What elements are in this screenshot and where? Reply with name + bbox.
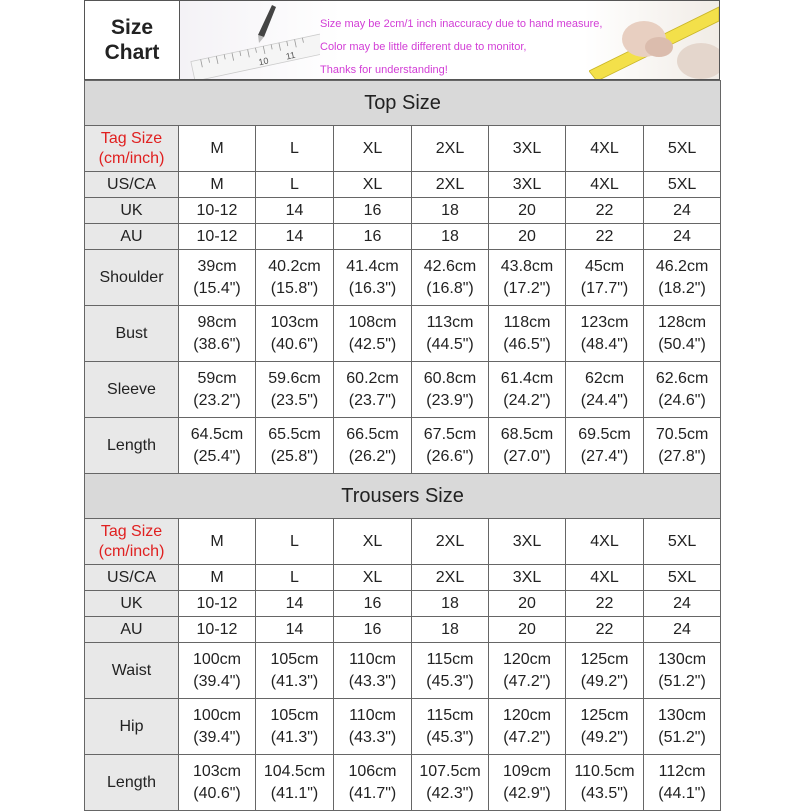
table-cell	[179, 250, 256, 306]
cm-value: 70.5cm	[655, 425, 709, 443]
table-cell: 14	[256, 591, 334, 617]
size-header-cell: 5XL	[644, 126, 721, 172]
size-header-cell: 3XL	[489, 126, 566, 172]
inch-value: (23.2")	[193, 391, 241, 409]
cm-value: 41.4cm	[346, 257, 399, 275]
table-cell	[489, 250, 566, 306]
cm-value: 109cm	[502, 762, 552, 780]
inch-value: (41.3")	[270, 672, 319, 690]
row-label: Sleeve	[85, 362, 179, 418]
table-cell	[489, 306, 566, 362]
cm-value: 110.5cm	[574, 762, 635, 780]
inch-value: (25.8")	[270, 447, 319, 465]
table-cell	[334, 306, 412, 362]
row-label: Waist	[85, 643, 179, 699]
size-header-cell: 2XL	[412, 519, 489, 565]
top-bust-row	[85, 306, 721, 362]
table-cell	[489, 362, 566, 418]
inch-value: (40.6")	[270, 335, 319, 353]
table-cell: 16	[334, 617, 412, 643]
inch-value: (27.0")	[503, 447, 551, 465]
table-cell	[412, 306, 489, 362]
table-cell	[566, 699, 644, 755]
cm-value: 103cm	[270, 313, 319, 331]
ruler-mark-10: 10	[257, 55, 270, 68]
size-header-cell: XL	[334, 126, 412, 172]
table-cell	[412, 250, 489, 306]
table-cell: 24	[644, 224, 721, 250]
table-cell	[566, 418, 644, 474]
cm-value: 40.2cm	[268, 257, 321, 275]
inch-value: (18.2")	[658, 279, 706, 297]
table-cell: 18	[412, 591, 489, 617]
size-header-cell: 4XL	[566, 126, 644, 172]
table-cell: 20	[489, 617, 566, 643]
inch-value: (45.3")	[426, 672, 474, 690]
top-us-row	[85, 172, 721, 198]
cm-value: 100cm	[192, 706, 242, 724]
table-cell: 10-12	[179, 591, 256, 617]
cm-value: 60.8cm	[423, 369, 477, 387]
cm-value: 45cm	[584, 257, 625, 275]
tag-size-text: Tag Size	[100, 129, 163, 147]
inch-value: (46.5")	[503, 335, 551, 353]
table-cell	[256, 643, 334, 699]
inch-value: (25.4")	[193, 447, 241, 465]
inch-value: (44.1")	[658, 784, 706, 802]
trousers-length-row	[85, 755, 721, 811]
inch-value: (41.7")	[348, 784, 397, 802]
cm-value: 110cm	[349, 650, 396, 668]
inch-value: (42.5")	[348, 335, 397, 353]
size-header-cell: 2XL	[412, 126, 489, 172]
trousers-size-section-title: Trousers Size	[85, 474, 721, 519]
table-cell: XL	[334, 565, 412, 591]
inch-value: (39.4")	[193, 672, 241, 690]
size-header-cell: L	[256, 519, 334, 565]
table-cell	[256, 362, 334, 418]
cm-value: 130cm	[658, 706, 707, 724]
cm-value: 104.5cm	[263, 762, 326, 780]
table-cell: 22	[566, 224, 644, 250]
table-cell	[179, 643, 256, 699]
top-size-section-title: Top Size	[85, 81, 721, 126]
size-table	[84, 80, 721, 811]
inch-value: (26.6")	[426, 447, 474, 465]
table-cell: 22	[566, 198, 644, 224]
cm-value: 125cm	[580, 650, 629, 668]
tape-measure-icon	[180, 1, 320, 79]
row-label: Bust	[85, 306, 179, 362]
cm-value: 64.5cm	[190, 425, 244, 443]
inch-value: (15.4")	[193, 279, 241, 297]
measure-notes	[320, 13, 602, 79]
cm-value: 60.2cm	[346, 369, 399, 387]
table-cell: L	[256, 565, 334, 591]
table-cell	[644, 643, 721, 699]
trousers-us-row	[85, 565, 721, 591]
table-cell: 2XL	[412, 565, 489, 591]
inch-value: (50.4")	[658, 335, 706, 353]
inch-value: (45.3")	[426, 728, 474, 746]
size-header-cell: 3XL	[489, 519, 566, 565]
inch-value: (41.1")	[270, 784, 319, 802]
table-cell: 14	[256, 198, 334, 224]
inch-value: (43.5")	[580, 784, 629, 802]
table-cell	[644, 306, 721, 362]
table-cell	[644, 699, 721, 755]
trousers-uk-row	[85, 591, 721, 617]
table-cell: 24	[644, 591, 721, 617]
cm-value: 61.4cm	[500, 369, 554, 387]
table-cell: 22	[566, 591, 644, 617]
table-cell: 5XL	[644, 172, 721, 198]
inch-value: (51.2")	[658, 728, 706, 746]
size-header-cell: 5XL	[644, 519, 721, 565]
cm-value: 59cm	[197, 369, 237, 387]
inch-value: (16.8")	[426, 279, 474, 297]
tag-size-text: Tag Size	[100, 522, 163, 540]
table-cell: 18	[412, 617, 489, 643]
cm-value: 62cm	[584, 369, 625, 387]
cm-value: 120cm	[502, 650, 552, 668]
cm-value: 43.8cm	[500, 257, 554, 275]
table-cell: 5XL	[644, 565, 721, 591]
cm-value: 103cm	[192, 762, 242, 780]
table-cell	[334, 643, 412, 699]
cm-value: 110cm	[349, 706, 396, 724]
size-header-cell: M	[179, 519, 256, 565]
cm-value: 118cm	[503, 313, 551, 331]
table-cell	[334, 250, 412, 306]
tag-unit-text: (cm/inch)	[98, 149, 165, 167]
table-cell	[179, 699, 256, 755]
top-au-row	[85, 224, 721, 250]
inch-value: (17.2")	[503, 279, 551, 297]
size-header-cell: L	[256, 126, 334, 172]
inch-value: (48.4")	[580, 335, 629, 353]
top-length-row	[85, 418, 721, 474]
table-cell: 20	[489, 591, 566, 617]
table-cell	[412, 362, 489, 418]
size-chart-header	[84, 0, 720, 80]
cm-value: 69.5cm	[578, 425, 631, 443]
table-cell: L	[256, 172, 334, 198]
table-cell	[566, 250, 644, 306]
cm-value: 98cm	[197, 313, 237, 331]
inch-value: (26.2")	[348, 447, 397, 465]
inch-value: (49.2")	[580, 672, 629, 690]
table-cell	[566, 362, 644, 418]
table-cell	[566, 306, 644, 362]
table-cell	[256, 418, 334, 474]
table-cell: M	[179, 565, 256, 591]
cm-value: 130cm	[658, 650, 707, 668]
table-cell: 24	[644, 617, 721, 643]
row-label: AU	[85, 617, 179, 643]
trousers-hip-row	[85, 699, 721, 755]
row-label: Length	[85, 755, 179, 811]
table-cell: 18	[412, 198, 489, 224]
table-cell	[412, 418, 489, 474]
inch-value: (24.4")	[580, 391, 629, 409]
table-cell	[179, 418, 256, 474]
table-cell	[489, 418, 566, 474]
table-cell: 20	[489, 198, 566, 224]
title-line-1: Size	[110, 16, 154, 39]
inch-value: (23.7")	[348, 391, 397, 409]
note-line-3: Thanks for understanding!	[320, 64, 448, 76]
top-shoulder-row	[85, 250, 721, 306]
cm-value: 115cm	[426, 650, 474, 668]
table-cell	[334, 699, 412, 755]
table-cell: 10-12	[179, 198, 256, 224]
table-cell	[256, 306, 334, 362]
table-cell: 4XL	[566, 565, 644, 591]
inch-value: (15.8")	[270, 279, 319, 297]
cm-value: 105cm	[270, 706, 319, 724]
table-cell	[334, 362, 412, 418]
table-cell	[412, 755, 489, 811]
table-cell: 2XL	[412, 172, 489, 198]
measuring-hand-icon	[589, 1, 719, 79]
inch-value: (24.2")	[503, 391, 551, 409]
ruler-mark-11: 11	[284, 49, 297, 62]
title-line-2: Chart	[104, 41, 160, 64]
inch-value: (43.3")	[348, 728, 397, 746]
table-cell: 24	[644, 198, 721, 224]
inch-value: (24.6")	[658, 391, 706, 409]
table-cell: 16	[334, 224, 412, 250]
table-cell	[644, 755, 721, 811]
cm-value: 65.5cm	[268, 425, 321, 443]
table-cell	[412, 699, 489, 755]
tag-unit-text: (cm/inch)	[98, 542, 165, 560]
top-sleeve-row	[85, 362, 721, 418]
size-header-cell: XL	[334, 519, 412, 565]
cm-value: 66.5cm	[346, 425, 399, 443]
note-line-1: Size may be 2cm/1 inch inaccuracy due to hand measure,	[320, 18, 603, 30]
table-cell: 22	[566, 617, 644, 643]
cm-value: 100cm	[192, 650, 242, 668]
inch-value: (49.2")	[580, 728, 629, 746]
cm-value: 120cm	[502, 706, 552, 724]
inch-value: (16.3")	[348, 279, 397, 297]
table-cell	[489, 755, 566, 811]
measure-note-banner	[180, 1, 719, 79]
cm-value: 115cm	[426, 706, 474, 724]
cm-value: 39cm	[197, 257, 237, 275]
cm-value: 113cm	[426, 313, 474, 331]
table-cell	[566, 755, 644, 811]
table-cell: 14	[256, 617, 334, 643]
table-cell: XL	[334, 172, 412, 198]
table-cell	[489, 643, 566, 699]
inch-value: (43.3")	[348, 672, 397, 690]
table-cell	[412, 643, 489, 699]
row-label: US/CA	[85, 172, 179, 198]
inch-value: (47.2")	[503, 728, 551, 746]
cm-value: 107.5cm	[419, 762, 481, 780]
table-cell: 14	[256, 224, 334, 250]
table-cell: 16	[334, 198, 412, 224]
table-cell: 10-12	[179, 617, 256, 643]
note-line-2: Color may be little different due to monitor,	[320, 41, 527, 53]
trousers-au-row	[85, 617, 721, 643]
table-cell	[256, 699, 334, 755]
table-cell	[334, 418, 412, 474]
inch-value: (39.4")	[193, 728, 241, 746]
table-cell: 3XL	[489, 565, 566, 591]
cm-value: 123cm	[580, 313, 629, 331]
table-cell	[644, 362, 721, 418]
row-label: AU	[85, 224, 179, 250]
trousers-tag-size-label	[85, 519, 179, 565]
inch-value: (42.9")	[503, 784, 551, 802]
inch-value: (38.6")	[193, 335, 241, 353]
table-cell: 20	[489, 224, 566, 250]
inch-value: (27.8")	[658, 447, 706, 465]
table-cell: M	[179, 172, 256, 198]
inch-value: (40.6")	[193, 784, 241, 802]
cm-value: 112cm	[658, 762, 706, 780]
table-cell: 4XL	[566, 172, 644, 198]
cm-value: 59.6cm	[268, 369, 321, 387]
row-label: Length	[85, 418, 179, 474]
table-cell	[566, 643, 644, 699]
cm-value: 106cm	[348, 762, 397, 780]
size-header-cell: 4XL	[566, 519, 644, 565]
cm-value: 105cm	[270, 650, 319, 668]
inch-value: (51.2")	[658, 672, 706, 690]
cm-value: 68.5cm	[500, 425, 554, 443]
trousers-waist-row	[85, 643, 721, 699]
table-cell	[256, 755, 334, 811]
table-cell: 3XL	[489, 172, 566, 198]
cm-value: 46.2cm	[655, 257, 709, 275]
inch-value: (23.5")	[270, 391, 319, 409]
table-cell	[179, 362, 256, 418]
inch-value: (44.5")	[426, 335, 474, 353]
row-label: UK	[85, 591, 179, 617]
inch-value: (42.3")	[426, 784, 474, 802]
top-uk-row	[85, 198, 721, 224]
table-cell	[334, 755, 412, 811]
top-tag-size-label	[85, 126, 179, 172]
cm-value: 125cm	[580, 706, 629, 724]
inch-value: (41.3")	[270, 728, 319, 746]
table-cell	[179, 755, 256, 811]
inch-value: (23.9")	[426, 391, 474, 409]
table-cell: 18	[412, 224, 489, 250]
row-label: UK	[85, 198, 179, 224]
table-cell	[644, 418, 721, 474]
cm-value: 67.5cm	[423, 425, 477, 443]
row-label: US/CA	[85, 565, 179, 591]
row-label: Shoulder	[85, 250, 179, 306]
table-cell	[179, 306, 256, 362]
cm-value: 128cm	[658, 313, 707, 331]
size-chart-title	[85, 1, 180, 79]
inch-value: (27.4")	[580, 447, 629, 465]
cm-value: 62.6cm	[655, 369, 709, 387]
inch-value: (17.7")	[580, 279, 629, 297]
table-cell: 10-12	[179, 224, 256, 250]
table-cell	[256, 250, 334, 306]
cm-value: 42.6cm	[423, 257, 477, 275]
size-header-cell: M	[179, 126, 256, 172]
table-cell: 16	[334, 591, 412, 617]
table-cell	[489, 699, 566, 755]
inch-value: (47.2")	[503, 672, 551, 690]
table-cell	[644, 250, 721, 306]
row-label: Hip	[85, 699, 179, 755]
cm-value: 108cm	[348, 313, 397, 331]
